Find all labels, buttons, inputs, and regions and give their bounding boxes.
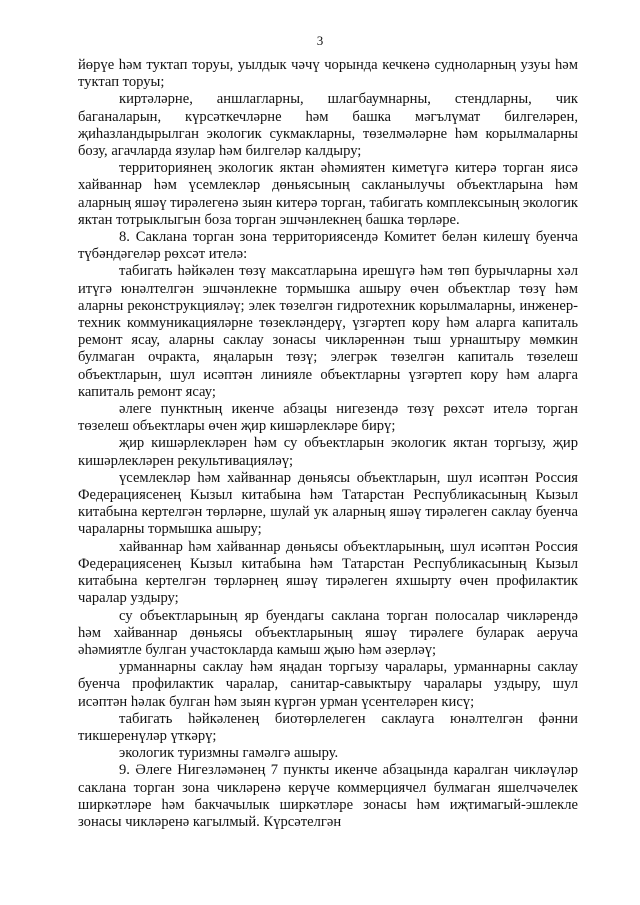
paragraph-section-9: 9. Әлеге Нигезләмәнең 7 пункты икенче абзацында каралган чикләүләр саклана торган зона чикләренә керүче коммерциячел булмаган яшелчәчелек ширкәтләре һәм бакчачылык ширкәтләре зонасы һәм иҗтимагый-эшлекле зонасы чикләренә кагылмый. Күрсәтелгән xyxy=(78,762,578,830)
paragraph-other-activities: территориянең экологик яктан әһәмиятен киметүгә китерә торган яисә хайваннар һәм үсемлекләр дөньясының сакланылучы объектларына һәм аларның яшәү тирәлегенә зыян китерә торган, табигать комплексының экологик яктан тотрыклыгын боза торган эшчәнлекнең башка төрләре. xyxy=(78,160,578,228)
paragraph-restoration: җир кишәрлекләрен һәм су объектларын экологик яктан торгызу, җир кишәрлекләрен рекультивацияләү; xyxy=(78,435,578,469)
paragraph-section-8: 8. Саклана торган зона территориясендә Комитет белән килешү буенча түбәндәгеләр рөхсәт ителә: xyxy=(78,229,578,263)
paragraph-fences-signs: киртәләрне, аншлагларны, шлагбаумнарны, стендларны, чик баганаларын, күрсәткечләрне һәм башка мәгълүмат билгеләрен, җиһазландырылган экологик сукмакларны, төзелмәләрне һәм корылмаларны бозу, агачларда язулар һәм билгеләр калдыру; xyxy=(78,91,578,160)
paragraph-reeds: су объектларының яр буендагы саклана торган полосалар чикләрендә һәм хайваннар дөньясы объектларының яшәү тирәлеге буларак аеруча әһәмиятле булган участокларда камыш җыю һәм әзерләү; xyxy=(78,607,578,658)
paragraph-ecotourism: экологик туризмны гамәлгә ашыру. xyxy=(119,745,339,762)
paragraph-land-plots: әлеге пунктның икенче абзацы нигезендә төзү рөхсәт ителә торган төзелеш объектлары өчен җир кишәрлекләре бирү; xyxy=(78,401,578,435)
paragraph-research: табигать һәйкәленең биотөрлелеген саклауга юнәлтелгән фәнни тикшеренүләр үткәрү; xyxy=(78,710,578,744)
paragraph-construction: табигать һәйкәлен төзү максатларына ирешүгә һәм төп бурычларны хәл итүгә юнәлтелгән эшчәнлекне тормышка ашыру өчен объектлар төзү һәм аларны реконструкцияләү; элек төзелгән гидротехник корылмаларны, инженер-техник коммуникацияләрне төзекләндерү, үзгәртеп кору һәм аларга капиталь ремонт ясау, аларны саклау зонасы чикләреннән тыш урнаштыру мөмкин булмаган очракта, яңаларын төзү; элегрәк төзелгән капиталь төзелеш объектларын, шул исәптән линияле объектларны үзгәртеп кору һәм аларга капиталь ремонт ясау; xyxy=(78,263,578,400)
document-body xyxy=(78,57,578,831)
paragraph-continuation: йөрүе һәм туктап торуы, уылдык чәчү чорында кечкенә судноларның узуы һәм туктап торуы; xyxy=(78,57,578,91)
page-number: 3 xyxy=(316,33,324,48)
paragraph-flora-fauna: үсемлекләр һәм хайваннар дөньясы объектларын, шул исәптән Россия Федерациясенең Кызыл китабына һәм Татарстан Республикасының Кызыл китабына кертелгән төрләрне, шулай ук аларның яшәү тирәлеген саклау буенча чараларны тормышка ашыру; xyxy=(78,469,578,538)
paragraph-forests: урманнарны саклау һәм яңадан торгызу чаралары, урманнарны саклау буенча профилактик чаралар, санитар-савыктыру чаралары уздыру, шул исәптән һәлак булган һәм зыян күргән урман үсентеләрен кисү; xyxy=(78,659,578,710)
paragraph-habitat: хайваннар һәм хайваннар дөньясы объектларының, шул исәптән Россия Федерациясенең Кызыл китабына һәм Татарстан Республикасының Кызыл китабына кертелгән төрләрнең яшәү тирәлеген яхшырту өчен профилактик чаралар уздыру; xyxy=(78,538,578,607)
